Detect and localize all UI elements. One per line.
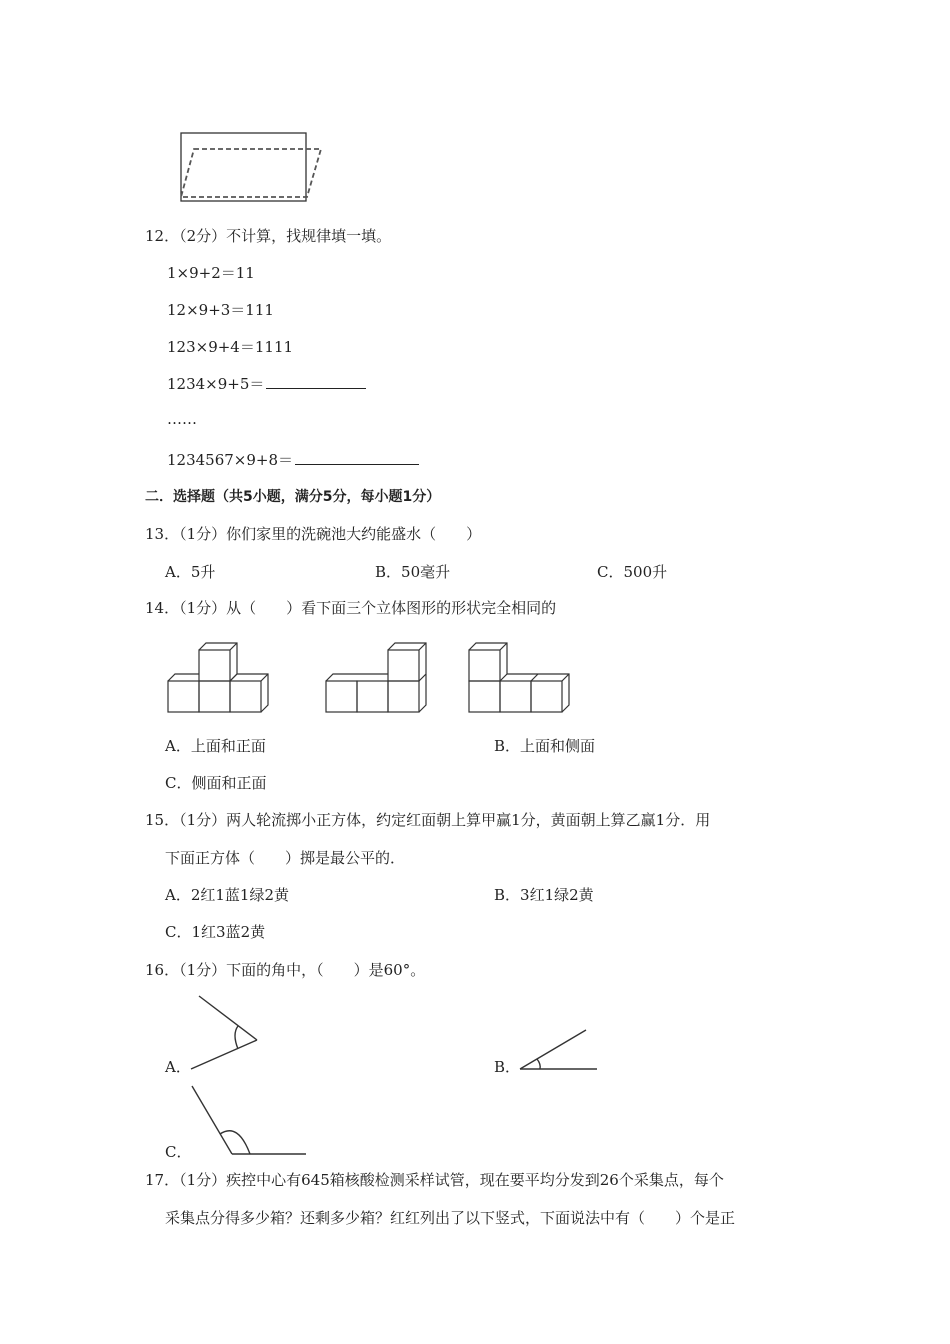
pattern-line-4-text: 1234×9+5＝	[167, 375, 265, 393]
question-15-title-line-2: 下面正方体（ ）掷是最公平的．	[165, 849, 406, 867]
question-17-title-line-2: 采集点分得多少箱？还剩多少箱？红红列出了以下竖式，下面说法中有（ ）个是正	[165, 1209, 736, 1227]
pattern-line-6-text: 1234567×9+8＝	[167, 451, 294, 469]
q14-option-a[interactable]: A．上面和正面	[165, 737, 266, 755]
pattern-line-2: 12×9+3＝111	[167, 301, 274, 319]
q13-option-a[interactable]: A．5升	[165, 563, 216, 581]
question-14-title: 14．（1分）从（ ）看下面三个立体图形的形状完全相同的	[145, 599, 557, 617]
answer-blank-2[interactable]	[295, 463, 419, 465]
question-12-title: 12．（2分）不计算，找规律填一填。	[145, 227, 392, 245]
angle-figure-a	[188, 994, 262, 1072]
section-2-heading: 二．选择题（共5小题，满分5分，每小题1分）	[145, 489, 441, 505]
answer-blank-1[interactable]	[266, 387, 366, 389]
ellipsis: ……	[167, 410, 197, 428]
rectangle-parallelogram-figure	[178, 131, 326, 203]
question-13-title: 13．（1分）你们家里的洗碗池大约能盛水（ ）	[145, 525, 482, 543]
q14-option-c[interactable]: C．侧面和正面	[165, 774, 267, 792]
q15-option-b[interactable]: B．3红1绿2黄	[494, 886, 594, 904]
q15-option-a[interactable]: A．2红1蓝1绿2黄	[165, 886, 290, 904]
pattern-line-3: 123×9+4＝1111	[167, 338, 294, 356]
q16-option-a[interactable]: A．	[165, 1058, 191, 1076]
question-15-title-line-1: 15．（1分）两人轮流掷小正方体，约定红面朝上算甲赢1分，黄面朝上算乙赢1分．用	[145, 811, 711, 829]
angle-figure-c	[190, 1084, 308, 1156]
q13-option-c[interactable]: C．500升	[597, 563, 668, 581]
q13-option-b[interactable]: B．50毫升	[375, 563, 451, 581]
pattern-line-6	[167, 449, 419, 470]
cube-figure-1	[168, 640, 274, 714]
pattern-line-4	[167, 373, 366, 394]
q16-option-c[interactable]: C．	[165, 1143, 192, 1161]
q14-option-b[interactable]: B．上面和侧面	[494, 737, 596, 755]
cube-figure-3	[469, 636, 575, 714]
question-16-title: 16．（1分）下面的角中，（ ）是60°。	[145, 961, 426, 979]
angle-figure-b	[518, 1028, 600, 1072]
q16-option-b[interactable]: B．	[494, 1058, 521, 1076]
pattern-line-1: 1×9+2＝11	[167, 264, 255, 282]
question-17-title-line-1: 17．（1分）疾控中心有645箱核酸检测采样试管，现在要平均分发到26个采集点，每个	[145, 1171, 724, 1189]
q15-option-c[interactable]: C．1红3蓝2黄	[165, 923, 266, 941]
cube-figure-2	[326, 636, 432, 714]
